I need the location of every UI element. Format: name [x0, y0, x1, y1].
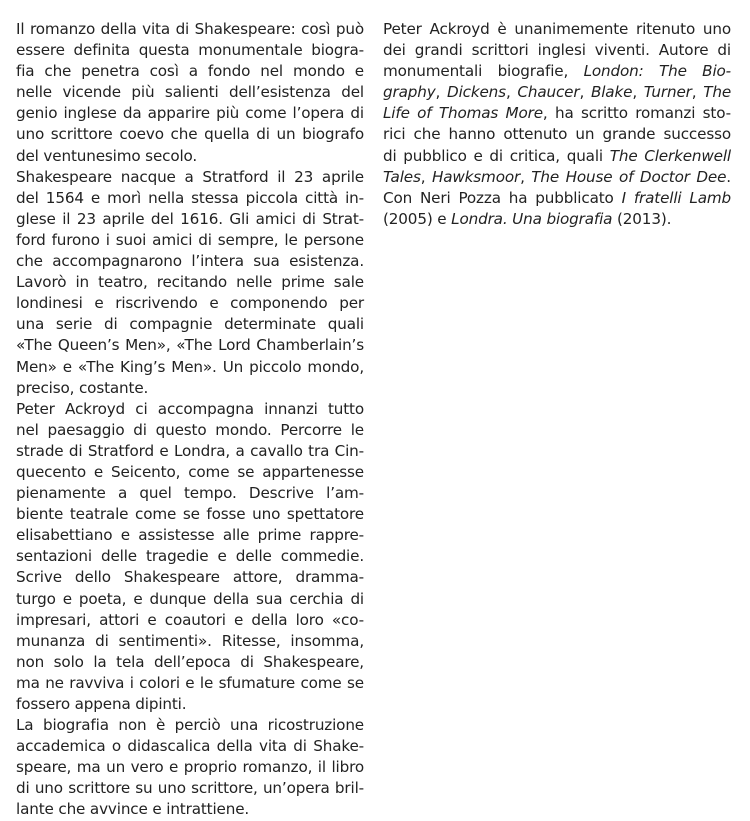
text-segment: . [726, 167, 731, 186]
italic-title: Life of Thomas More [383, 104, 543, 123]
text-line: preciso, costante. [16, 378, 149, 397]
text-line: di uno scrittore su uno scrittore, un’opera bril- [16, 779, 364, 798]
text-line: ford furono i suoi amici di sempre, le persone [16, 230, 364, 249]
italic-title: Tales [383, 167, 421, 186]
text-segment: rici che hanno ottenuto un grande successo [383, 125, 731, 144]
italic-title: Turner [643, 83, 692, 102]
text-line: impresari, attori e coautori e della loro «co- [16, 610, 364, 629]
text-line: Shakespeare nacque a Stratford il 23 aprile [16, 167, 364, 186]
text-line: strade di Stratford e Londra, a cavallo tra Cin- [16, 441, 364, 460]
text-segment: , [520, 167, 532, 186]
text-line: Il romanzo della vita di Shakespeare: così può [16, 20, 364, 38]
text-line [383, 146, 731, 167]
text-line: «The Queen’s Men», «The Lord Chamberlain’s [16, 336, 364, 355]
text-line: nelle vicende più salienti dell’esistenza del [16, 83, 364, 102]
text-line: essere definita questa monumentale biogra- [16, 41, 364, 60]
italic-title: Blake [590, 83, 633, 102]
text-segment: , [691, 83, 704, 102]
text-segment: Con Neri Pozza ha pubblicato [383, 188, 622, 207]
text-line: nel paesaggio di questo mondo. Percorre le [16, 420, 364, 439]
text-line: glese il 23 aprile del 1616. Gli amici di Strat- [16, 209, 364, 228]
text-line: ma ne ravviva i colori e le sfumature come se [16, 673, 364, 692]
text-line: speare, ma un vero e proprio romanzo, il libro [16, 758, 364, 777]
text-segment: di pubblico e di critica, quali [383, 146, 610, 165]
text-segment: (2013). [612, 209, 672, 228]
text-segment: Peter Ackroyd è unanimemente ritenuto uno [383, 20, 731, 38]
text-line [383, 188, 731, 209]
text-segment: monumentali biografie, [383, 62, 584, 81]
text-line: genio inglese da apparire più come l’opera di [16, 104, 364, 123]
text-line [383, 167, 731, 188]
text-line: turgo e poeta, e dunque della sua cerchia di [16, 589, 364, 608]
paragraph [16, 167, 364, 399]
text-segment: , [505, 83, 518, 102]
text-line: uno scrittore coevo che quella di un biografo [16, 125, 364, 144]
text-line: fossero appena dipinti. [16, 695, 187, 713]
text-segment: , ha scritto romanzi sto- [542, 104, 731, 123]
text-segment: , [632, 83, 644, 102]
text-line: elisabettiano e assistesse alle prime rappre- [16, 526, 364, 545]
text-line [383, 61, 731, 82]
italic-title: The [703, 83, 732, 102]
text-line: pienamente a quel tempo. Descrive l’am- [16, 484, 364, 503]
italic-title: Londra. Una biografia [451, 209, 613, 228]
text-line [383, 82, 731, 103]
text-line: del 1564 e morì nella stessa piccola città in- [16, 188, 364, 207]
paragraph [16, 19, 364, 167]
text-line: Scrive dello Shakespeare attore, dramma- [16, 568, 364, 587]
paragraph [383, 19, 731, 230]
italic-title: The Clerkenwell [609, 146, 731, 165]
text-line: londinesi e riscrivendo e componendo per [16, 294, 364, 313]
text-line [383, 209, 731, 230]
text-line: sentazioni delle tragedie e delle commedie. [16, 547, 364, 566]
text-line: La biografia non è perciò una ricostruzione [16, 716, 364, 735]
text-line: una serie di compagnie determinate quali [16, 315, 364, 334]
italic-title: London: The Bio- [583, 62, 731, 81]
text-line: fia che penetra così a fondo nel mondo e [16, 62, 364, 81]
text-line [383, 124, 731, 145]
text-line: che accompagnarono l’intera sua esistenza. [16, 252, 364, 271]
text-line [383, 40, 731, 61]
text-line: munanza di sentimenti». Ritesse, insomma, [16, 631, 364, 650]
italic-title: graphy [383, 83, 436, 102]
italic-title: I fratelli Lamb [621, 188, 731, 207]
text-segment: (2005) e [383, 209, 452, 228]
text-segment: , [435, 83, 448, 102]
italic-title: Hawksmoor [431, 167, 521, 186]
italic-title: The House of Doctor Dee [531, 167, 727, 186]
italic-title: Dickens [447, 83, 506, 102]
book-description-column [16, 19, 364, 821]
text-segment: , [579, 83, 591, 102]
text-line: Men» e «The King’s Men». Un piccolo mondo, [16, 357, 364, 376]
paragraph [16, 399, 364, 715]
italic-title: Chaucer [517, 83, 580, 102]
text-line: Lavorò in teatro, recitando nelle prime sale [16, 273, 364, 292]
text-line [383, 103, 731, 124]
text-segment: , [420, 167, 432, 186]
text-line: biente teatrale come se fosse uno spettatore [16, 505, 364, 524]
paragraph [16, 715, 364, 820]
text-segment: dei grandi scrittori inglesi viventi. Autore di [383, 41, 731, 60]
text-line: del ventunesimo secolo. [16, 146, 198, 165]
author-bio-column [383, 19, 731, 230]
text-line: quecento e Seicento, come se appartenesse [16, 462, 364, 481]
text-line [383, 19, 731, 40]
text-line: accademica o didascalica della vita di Shake- [16, 737, 364, 756]
text-line: non solo la tela dell’epoca di Shakespeare, [16, 652, 364, 671]
text-line: Peter Ackroyd ci accompagna innanzi tutto [16, 399, 364, 418]
text-line: lante che avvince e intrattiene. [16, 800, 250, 819]
